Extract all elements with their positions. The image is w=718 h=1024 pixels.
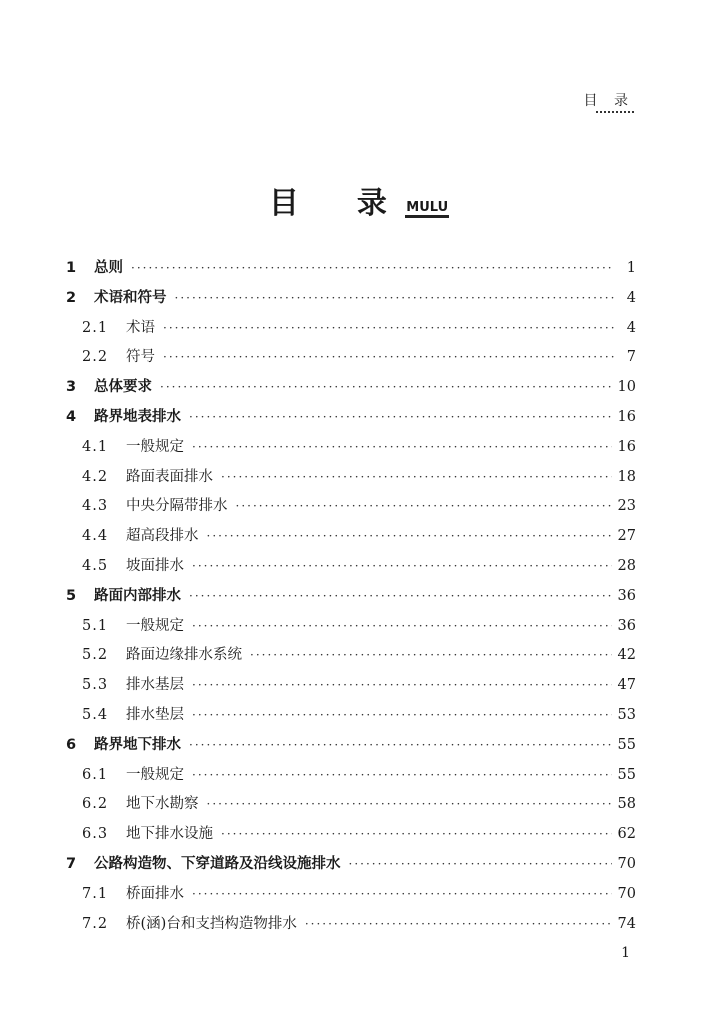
toc-section-entry[interactable] xyxy=(66,701,636,731)
toc-entry-number: 5.3 xyxy=(82,677,109,694)
toc-entry-page: 18 xyxy=(617,468,636,485)
toc-entry-number: 3 xyxy=(66,379,77,396)
toc-dot-leader xyxy=(207,522,612,552)
title-pinyin: MULU xyxy=(405,200,449,218)
toc-chapter-entry[interactable] xyxy=(66,731,636,761)
toc-chapter-entry[interactable] xyxy=(66,403,636,433)
toc-entry-title: 坡面排水 xyxy=(126,557,184,574)
toc-dot-leader xyxy=(221,820,612,850)
toc-section-entry[interactable] xyxy=(66,463,636,493)
toc-entry-page: 36 xyxy=(617,587,636,604)
toc-entry-page: 70 xyxy=(617,855,636,872)
toc-entry-title: 中央分隔带排水 xyxy=(126,498,228,515)
toc-entry-title: 公路构造物、下穿道路及沿线设施排水 xyxy=(94,855,341,872)
toc-entry-title: 一般规定 xyxy=(126,617,184,634)
toc-section-entry[interactable] xyxy=(66,671,636,701)
toc-entry-number: 4.1 xyxy=(82,438,109,455)
toc-section-entry[interactable] xyxy=(66,761,636,791)
toc-entry-page: 10 xyxy=(617,379,636,396)
toc-dot-leader xyxy=(349,850,612,880)
toc-entry-page: 53 xyxy=(617,706,636,723)
toc-entry-title: 路面表面排水 xyxy=(126,468,213,485)
toc-entry-page: 62 xyxy=(617,826,636,843)
toc-dot-leader xyxy=(189,582,612,612)
toc-entry-title: 排水基层 xyxy=(126,677,184,694)
toc-entry-page: 27 xyxy=(617,528,636,545)
toc-dot-leader xyxy=(189,403,612,433)
toc-entry-page: 58 xyxy=(617,796,636,813)
toc-section-entry[interactable] xyxy=(66,343,636,373)
toc-entry-number: 5 xyxy=(66,587,77,604)
toc-dot-leader xyxy=(192,671,612,701)
toc-entry-number: 7.1 xyxy=(82,885,109,902)
toc-entry-number: 2.1 xyxy=(82,319,109,336)
toc-chapter-entry[interactable] xyxy=(66,284,636,314)
toc-entry-number: 7 xyxy=(66,855,77,872)
toc-entry-page: 70 xyxy=(617,885,636,902)
toc-entry-page: 23 xyxy=(617,498,636,515)
toc-section-entry[interactable] xyxy=(66,641,636,671)
toc-section-entry[interactable] xyxy=(66,820,636,850)
title-char-right: 录 xyxy=(356,186,389,221)
toc-entry-page: 7 xyxy=(626,349,636,366)
toc-entry-number: 4.5 xyxy=(82,557,109,574)
toc-entry-number: 6.2 xyxy=(82,796,109,813)
toc-chapter-entry[interactable] xyxy=(66,850,636,880)
toc-entry-page: 4 xyxy=(626,289,636,306)
toc-entry-page: 1 xyxy=(626,260,636,276)
toc-entry-title: 排水垫层 xyxy=(126,706,184,723)
page-number: 1 xyxy=(621,945,630,961)
toc-section-entry[interactable] xyxy=(66,492,636,522)
toc-entry-number: 7.2 xyxy=(82,915,109,932)
toc-entry-page: 28 xyxy=(617,557,636,574)
toc-entry-title: 路界地下排水 xyxy=(94,736,181,753)
toc-entry-page: 4 xyxy=(626,319,636,336)
toc-dot-leader xyxy=(250,641,612,671)
toc-entry-page: 36 xyxy=(617,617,636,634)
toc-entry-number: 6.1 xyxy=(82,766,109,783)
toc-dot-leader xyxy=(163,314,614,344)
toc-entry-title: 一般规定 xyxy=(126,766,184,783)
toc-dot-leader xyxy=(131,254,614,284)
toc-entry-number: 6.3 xyxy=(82,826,109,843)
toc-dot-leader xyxy=(207,790,612,820)
toc-entry-number: 4 xyxy=(66,408,77,425)
toc-entry-number: 2 xyxy=(66,289,77,306)
toc-entry-number: 4.4 xyxy=(82,528,109,545)
toc-section-entry[interactable] xyxy=(66,314,636,344)
toc-dot-leader xyxy=(305,910,612,940)
toc-dot-leader xyxy=(189,731,612,761)
toc-entry-title: 桥(涵)台和支挡构造物排水 xyxy=(126,915,297,932)
toc-dot-leader xyxy=(192,701,612,731)
page-title xyxy=(0,178,718,222)
toc-entry-number: 5.1 xyxy=(82,617,109,634)
toc-dot-leader xyxy=(192,552,612,582)
toc-section-entry[interactable] xyxy=(66,910,636,940)
toc-entry-title: 总体要求 xyxy=(94,379,152,396)
toc-dot-leader xyxy=(192,880,612,910)
toc-dot-leader xyxy=(160,373,612,403)
running-head: 目 录 xyxy=(583,93,634,109)
toc-entry-title: 一般规定 xyxy=(126,438,184,455)
toc-section-entry[interactable] xyxy=(66,880,636,910)
toc-entry-number: 4.3 xyxy=(82,498,109,515)
toc-entry-title: 术语和符号 xyxy=(94,289,167,306)
toc-dot-leader xyxy=(192,761,612,791)
toc-entry-page: 55 xyxy=(617,736,636,753)
toc-entry-number: 5.2 xyxy=(82,647,109,664)
toc-entry-number: 5.4 xyxy=(82,706,109,723)
toc-dot-leader xyxy=(192,612,612,642)
toc-entry-title: 地下水勘察 xyxy=(126,796,199,813)
toc-entry-title: 路面内部排水 xyxy=(94,587,181,604)
toc-entry-title: 总则 xyxy=(94,260,123,276)
table-of-contents xyxy=(66,254,636,939)
toc-section-entry[interactable] xyxy=(66,522,636,552)
toc-entry-page: 55 xyxy=(617,766,636,783)
toc-dot-leader xyxy=(221,463,612,493)
toc-dot-leader xyxy=(163,343,614,373)
toc-entry-page: 16 xyxy=(617,408,636,425)
toc-chapter-entry[interactable] xyxy=(66,582,636,612)
toc-entry-page: 42 xyxy=(617,647,636,664)
toc-entry-title: 超高段排水 xyxy=(126,528,199,545)
title-char-left: 目 xyxy=(268,186,301,221)
running-head-rule xyxy=(596,111,634,113)
toc-chapter-entry[interactable] xyxy=(66,373,636,403)
toc-section-entry[interactable] xyxy=(66,790,636,820)
toc-dot-leader xyxy=(192,433,612,463)
toc-section-entry[interactable] xyxy=(66,433,636,463)
toc-entry-number: 4.2 xyxy=(82,468,109,485)
toc-entry-title: 路界地表排水 xyxy=(94,408,181,425)
toc-dot-leader xyxy=(236,492,612,522)
toc-entry-page: 16 xyxy=(617,438,636,455)
toc-entry-title: 地下排水设施 xyxy=(126,826,213,843)
toc-entry-number: 2.2 xyxy=(82,349,109,366)
toc-dot-leader xyxy=(175,284,615,314)
toc-entry-title: 桥面排水 xyxy=(126,885,184,902)
toc-chapter-entry[interactable] xyxy=(66,254,636,284)
toc-entry-number: 6 xyxy=(66,736,77,753)
toc-entry-title: 路面边缘排水系统 xyxy=(126,647,242,664)
toc-section-entry[interactable] xyxy=(66,552,636,582)
toc-entry-page: 47 xyxy=(617,677,636,694)
toc-entry-number: 1 xyxy=(66,260,77,276)
toc-entry-title: 术语 xyxy=(126,319,155,336)
toc-section-entry[interactable] xyxy=(66,612,636,642)
toc-entry-title: 符号 xyxy=(126,349,155,366)
toc-entry-page: 74 xyxy=(617,915,636,932)
